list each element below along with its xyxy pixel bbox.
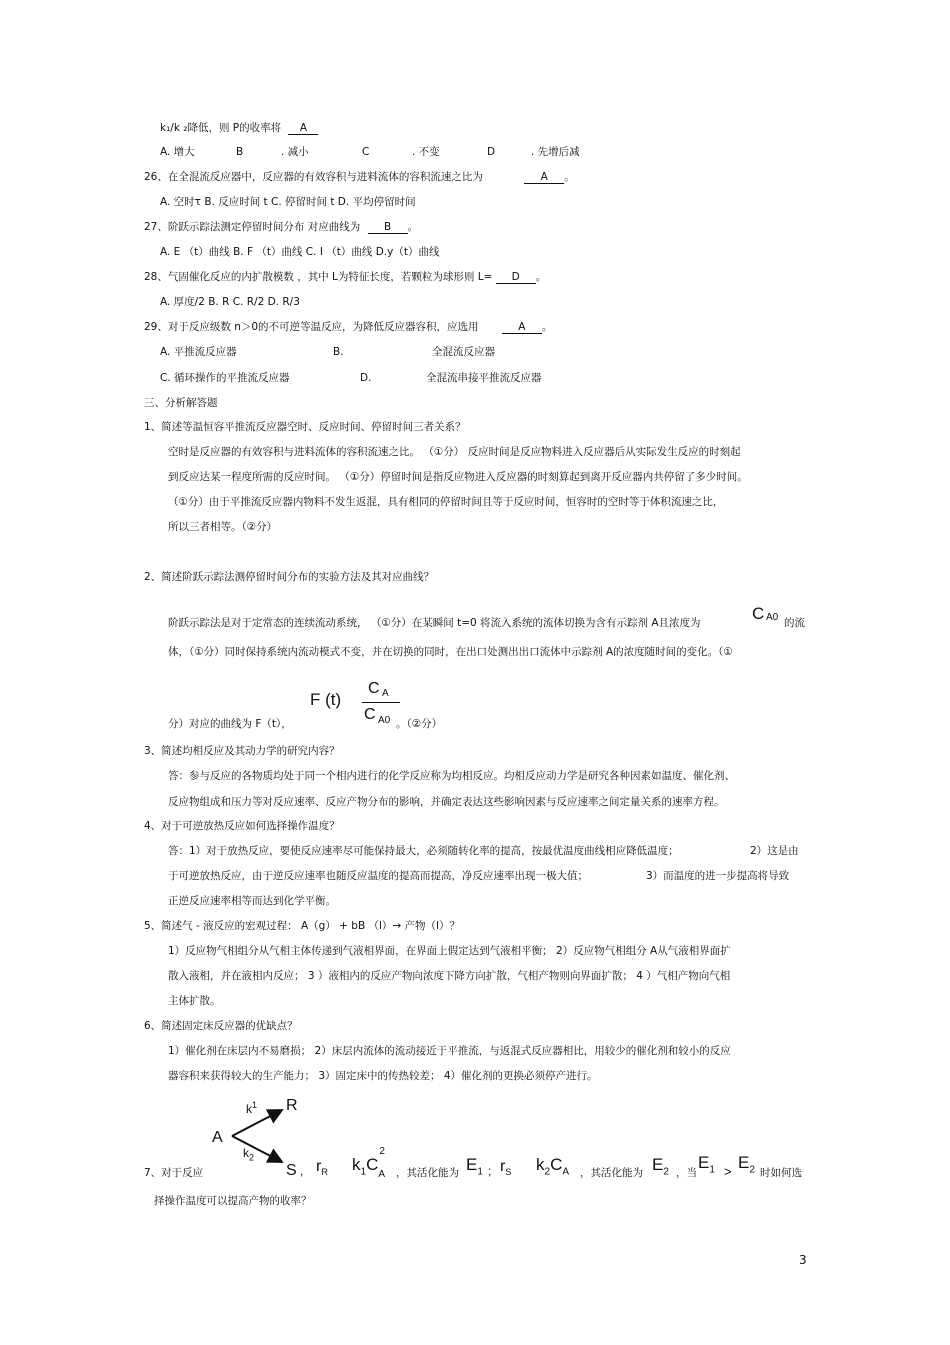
arrow-to-s <box>232 1136 282 1162</box>
q29: 29、对于反应级数 n＞0的不可逆等温反应，为降低反应器容积，应选用 A 。 <box>144 321 553 333</box>
a4-answer-line2-end: 3）而温度的进一步提高将导致 <box>646 870 790 882</box>
q26-text: 26、在全混流反应器中，反应器的有效容积与进料流体的容积流速之比为 <box>144 171 483 183</box>
q29-text: 29、对于反应级数 n＞0的不可逆等温反应，为降低反应器容积，应选用 <box>144 321 479 333</box>
semicolon: ; <box>488 1164 492 1178</box>
e1-compare: $E_1$ <box>698 1153 715 1176</box>
product-s: S <box>286 1162 297 1179</box>
comma: , <box>300 1164 304 1178</box>
a7-question-mid1: ，其活化能为 <box>396 1167 459 1179</box>
a4-answer-line3: 正逆反应速率相等而达到化学平衡。 <box>168 895 336 907</box>
q28: 28、气固催化反应的内扩散模数 ，其中 L为特征长度，若颗粒为球形则 L= D 。 <box>144 271 547 283</box>
q28-answer: D <box>496 271 536 284</box>
a7-question-mid2: ，其活化能为 <box>580 1167 643 1179</box>
e2-symbol: $E_2$ <box>652 1155 669 1178</box>
fraction-numerator: C <box>368 680 380 697</box>
fraction-numerator-sub: A <box>382 688 389 699</box>
rate-r: $r_R$ <box>316 1158 328 1178</box>
f-t-symbol: F (t) <box>310 690 342 709</box>
a3-answer-line2: 反应物组成和压力等对反应速率、反应产物分布的影响，并确定表达这些影响因素与反应速率之间定量关系的速率方程。 <box>168 796 725 808</box>
a1-answer-line4: 所以三者相等。（②分） <box>168 521 278 533</box>
a3-question: 3、简述均相反应及其动力学的研究内容？ <box>144 745 340 757</box>
q28-options: A. 厚度/2 B. R C. R/2 D. R/3 <box>160 296 300 308</box>
q26-answer: A <box>524 171 564 184</box>
section-heading: 三、分析解答题 <box>144 397 218 409</box>
ca0-subscript: A0 <box>766 612 779 623</box>
a4-answer-line2: 于可逆放热反应，由于逆反应速率也随反应温度的提高而提高，净反应速率出现一极大值； <box>168 870 588 882</box>
q25-opt-d: . 先增后减 <box>531 146 580 158</box>
a2-answer-line3-end: 。（②分） <box>396 718 443 730</box>
q25-opt-b-letter: B <box>236 146 244 158</box>
q25-options <box>160 145 195 159</box>
a1-answer-line3: （①分）由于平推流反应器内物料不发生返混，具有相同的停留时间且等于反应时间，恒容时的空时等于体积流速之比， <box>168 496 724 508</box>
a1-question: 1、简述等温恒容平推流反应器空时、反应时间、停留时间三者关系？ <box>144 421 466 433</box>
q28-text: 28、气固催化反应的内扩散模数 ，其中 L为特征长度，若颗粒为球形则 L= <box>144 271 493 283</box>
e2-compare: $E_2$ <box>738 1153 755 1176</box>
fraction-denominator: C <box>364 706 376 723</box>
q29-opt-d-letter: D. <box>360 372 372 384</box>
a5-answer-line2: 散入液相，并在液相内反应； 3 ）液相内的反应产物向浓度下降方向扩散，气相产物则向界面扩散； 4 ）气相产物向气相 <box>168 970 731 982</box>
a2-answer-line3: 分）对应的曲线为 F（t）， <box>168 718 292 730</box>
k1-label: $k^1$ <box>246 1100 258 1116</box>
q26: 26、在全混流反应器中，反应器的有效容积与进料流体的容积流速之比为 A 。 <box>144 171 575 183</box>
q25-opt-d-letter: D <box>487 146 496 158</box>
page-number: 3 <box>799 1253 807 1267</box>
a1-answer-line1: 空时是反应器的有效容积与进料流体的容积流速之比。 （①分） 反应时间是反应物料进入反应器后从实际发生反应的时刻起 <box>168 446 741 458</box>
q25-opt-c-letter: C <box>362 146 370 158</box>
q25-opt-b: . 减小 <box>281 146 309 158</box>
a7-question-end: 时如何选 <box>760 1167 802 1179</box>
q25-opt-a: A. 增大 <box>160 146 195 158</box>
a7-question-mid3: ，当 <box>676 1167 697 1179</box>
greater-than: > <box>724 1164 732 1179</box>
a3-answer-line1: 答：参与反应的各物质均处于同一个相内进行的化学反应称为均相反应。均相反应动力学是研究各种因素如温度、催化剂、 <box>168 770 735 782</box>
a7-question-start: 7、对于反应 <box>144 1167 204 1179</box>
a4-question: 4、对于可逆放热反应如何选择操作温度？ <box>144 820 340 832</box>
q27-answer: B <box>368 221 408 234</box>
q25-text: k₁/k ₂降低，则 P的收率将 <box>160 122 282 134</box>
q26-options: A. 空时τ B. 反应时间 t C. 停留时间 t D. 平均停留时间 <box>160 196 416 208</box>
rate-r-expr: $k_1C$ 2 $_A$ <box>352 1146 386 1181</box>
fraction-denominator-sub: A0 <box>378 715 391 726</box>
a6-question: 6、简述固定床反应器的优缺点？ <box>144 1020 298 1032</box>
q27-text: 27、阶跃示踪法测定停留时间分布 对应曲线为 <box>144 221 361 233</box>
a4-answer-line1: 答：1）对于放热反应，要使反应速率尽可能保持最大，必须随转化率的提高，按最优温度曲线相应降低温度； <box>168 845 679 857</box>
fraction-bar <box>362 702 400 703</box>
a5-question: 5、简述气 - 液反应的宏观过程： A（g） + bB （l）→ 产物（l）？ <box>144 920 460 932</box>
a2-answer-line1-end: 的流 <box>784 617 805 629</box>
q29-opt-b: 全混流反应器 <box>432 346 495 358</box>
reactant-a: A <box>212 1129 223 1146</box>
q25-tail <box>160 121 318 135</box>
ca0-symbol: C <box>752 604 765 623</box>
q27-options: A. E （t）曲线 B. F （t）曲线 C. I （t）曲线 D.y（t）曲线 <box>160 246 440 258</box>
q25-opt-c: . 不变 <box>412 146 440 158</box>
a6-answer-line2: 器容积来获得较大的生产能力； 3）固定床中的传热较差； 4）催化剂的更换必须停产进行。 <box>168 1070 598 1082</box>
rate-s-expr: $k_2C_A$ <box>536 1155 570 1178</box>
k2-label: $k_2$ <box>243 1146 255 1163</box>
a7-question-line2: 择操作温度可以提高产物的收率？ <box>154 1195 312 1207</box>
a4-answer-line1-end: 2）这是由 <box>750 845 799 857</box>
a2-question: 2、简述阶跃示踪法测停留时间分布的实验方法及其对应曲线？ <box>144 571 435 583</box>
a5-answer-line3: 主体扩散。 <box>168 995 221 1007</box>
q29-opt-b-letter: B. <box>333 346 344 358</box>
q29-opt-a: A. 平推流反应器 <box>160 346 237 358</box>
a5-answer-line1: 1）反应物气相组分从气相主体传递到气液相界面，在界面上假定达到气液相平衡； 2）反应物气相组分 A从气液相界面扩 <box>168 945 731 957</box>
q29-opt-d: 全混流串接平推流反应器 <box>426 372 542 384</box>
e1-symbol: $E_1$ <box>466 1155 483 1178</box>
a6-answer-line1: 1）催化剂在床层内不易磨损； 2）床层内流体的流动接近于平推流，与返混式反应器相比，用较少的催化剂和较小的反应 <box>168 1045 731 1057</box>
q25-answer: A <box>288 122 318 135</box>
a1-answer-line2: 到反应达某一程度所需的反应时间。 （①分）停留时间是指反应物进入反应器的时刻算起到离开反应器内共停留了多少时间。 <box>168 471 748 483</box>
q27: 27、阶跃示踪法测定停留时间分布 对应曲线为 B 。 <box>144 221 419 233</box>
q29-answer: A <box>502 321 542 334</box>
q29-opt-c: C. 循环操作的平推流反应器 <box>160 372 290 384</box>
a2-answer-line1: 阶跃示踪法是对于定常态的连续流动系统， （①分）在某瞬间 t=0 将流入系统的流体切换为含有示踪剂 A且浓度为 <box>168 617 701 629</box>
a2-answer-line2: 体，（①分）同时保持系统内流动模式不变，并在切换的同时，在出口处测出出口流体中示踪剂 A的浓度随时间的变化。（① <box>168 646 733 658</box>
product-r: R <box>286 1097 298 1114</box>
rate-s: $r_S$ <box>500 1158 512 1178</box>
